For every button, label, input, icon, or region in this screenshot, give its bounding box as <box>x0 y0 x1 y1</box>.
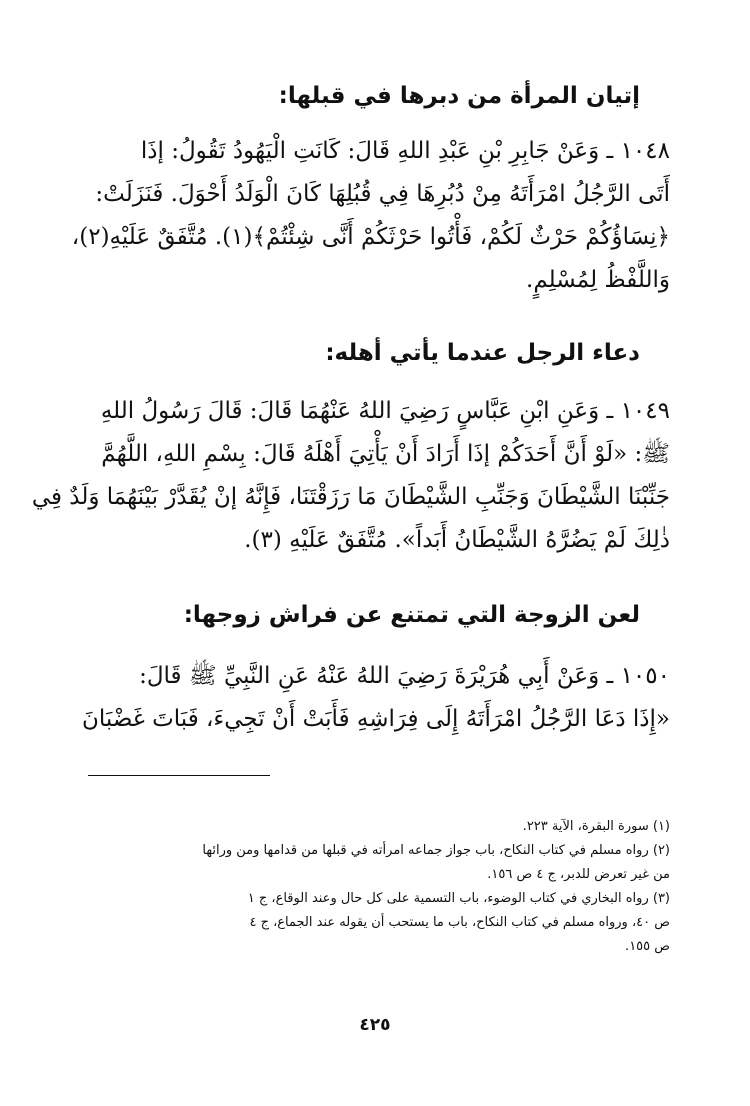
hadith-line: ١٠٤٨ ـ وَعَنْ جَابِرِ بْنِ عَبْدِ اللهِ قَالَ: كَانَتِ الْيَهُودُ تَقُولُ: إذَا <box>140 138 670 164</box>
hadith-1049 <box>31 390 670 562</box>
hadith-1048 <box>71 130 670 302</box>
hadith-line: جَنِّبْنَا الشَّيْطَانَ وَجَنِّبِ الشَّيْطَانَ مَا رَزَقْتَنَا، فَإِنَّهُ إنْ يُقَدَّرْ بَيْنَهُمَا وَلَدٌ فِي <box>31 484 670 510</box>
hadith-line: وَاللَّفْظُ لِمُسْلِمٍ. <box>526 267 670 293</box>
section-heading-2: دعاء الرجل عندما يأتي أهله: <box>325 340 640 366</box>
footnotes <box>88 815 670 959</box>
hadith-line: ﷺ: «لَوْ أَنَّ أَحَدَكُمْ إذَا أَرَادَ أَنْ يَأْتِيَ أَهْلَهُ قَالَ: بِسْمِ اللهِ، اللَّهُمَّ <box>101 441 670 467</box>
hadith-line: ﴿نِسَاؤُكُمْ حَرْثٌ لَكُمْ، فَأْتُوا حَرْثَكُمْ أَنَّى شِئْتُمْ﴾(١). مُتَّفَقٌ عَلَيْهِ(٢)، <box>71 224 670 250</box>
page-number: ٤٢٥ <box>359 1015 391 1035</box>
footnote-divider <box>88 775 270 776</box>
footnote-line: (٣) رواه البخاري في كتاب الوضوء، باب التسمية على كل حال وعند الوقاع، ج ١ <box>247 891 670 906</box>
footnote-line: من غير تعرض للدبر، ج ٤ ص ١٥٦. <box>487 867 670 882</box>
footnote-line: ص ١٥٥. <box>625 939 670 954</box>
hadith-line: أَتَى الرَّجُلُ امْرَأَتَهُ مِنْ دُبُرِهَا فِي قُبُلِهَا كَانَ الْوَلَدُ أَحْوَلَ. فَنَزَلَتْ: <box>95 181 670 207</box>
footnote-line: (١) سورة البقرة، الآية ٢٢٣. <box>522 819 670 834</box>
hadith-line: ١٠٥٠ ـ وَعَنْ أَبِي هُرَيْرَةَ رَضِيَ اللهُ عَنْهُ عَنِ النَّبِيِّ ﷺ قَالَ: <box>139 663 670 689</box>
hadith-line: ١٠٤٩ ـ وَعَنِ ابْنِ عَبَّاسٍ رَضِيَ اللهُ عَنْهُمَا قَالَ: قَالَ رَسُولُ اللهِ <box>100 398 670 424</box>
section-heading-1: إتيان المرأة من دبرها في قبلها: <box>278 83 640 109</box>
footnote-line: ص ٤٠، ورواه مسلم في كتاب النكاح، باب ما يستحب أن يقوله عند الجماع، ج ٤ <box>249 915 670 930</box>
section-heading-3: لعن الزوجة التي تمتنع عن فراش زوجها: <box>183 602 640 628</box>
footnote-line: (٢) رواه مسلم في كتاب النكاح، باب جواز جماعه امرأته في قبلها من قدامها ومن ورائها <box>202 843 670 858</box>
hadith-line: ذٰلِكَ لَمْ يَضُرَّهُ الشَّيْطَانُ أَبَداً». مُتَّفَقٌ عَلَيْهِ (٣). <box>244 527 670 553</box>
hadith-line: «إِذَا دَعَا الرَّجُلُ امْرَأَتَهُ إِلَى فِرَاشِهِ فَأَبَتْ أَنْ تَجِيءَ، فَبَاتَ غَضْبَانَ <box>81 706 670 732</box>
hadith-1050 <box>81 655 670 741</box>
